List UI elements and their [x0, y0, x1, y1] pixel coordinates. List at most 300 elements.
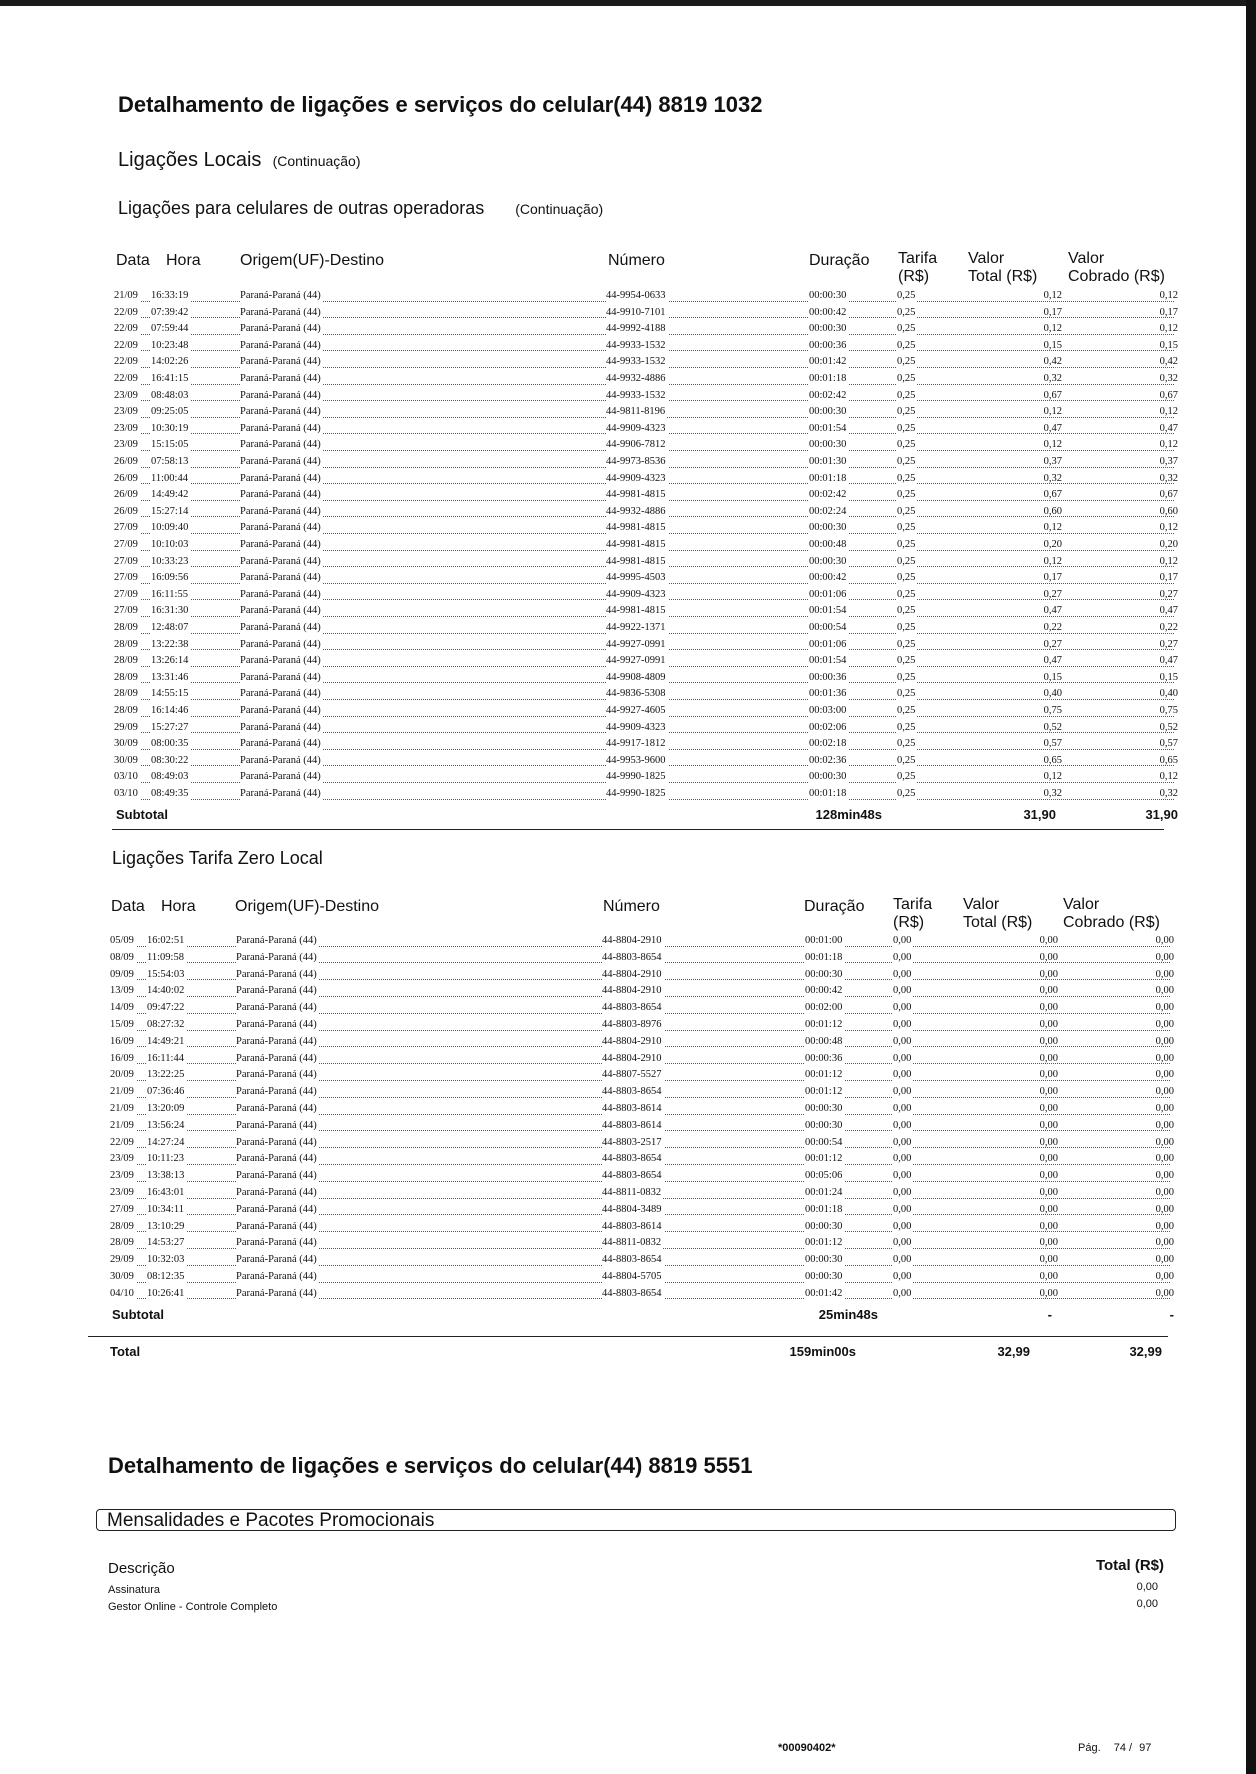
scan-top-edge	[0, 0, 1256, 6]
cell-total-value: 0,00	[1039, 1170, 1058, 1182]
cell-number: 44-8811-0832	[602, 1185, 663, 1202]
table-row	[110, 933, 1174, 950]
grand-total-value: 32,99	[997, 1344, 1030, 1359]
cell-tariff: 0,25	[897, 736, 917, 753]
cell-duration: 00:01:24	[805, 1185, 844, 1202]
cell-date: 28/09	[114, 620, 140, 637]
cell-duration: 00:00:42	[805, 983, 844, 1000]
col-header-duration: Duração	[809, 252, 870, 269]
scan-right-edge	[1246, 0, 1256, 1774]
cell-charged-value: 0,00	[1155, 1019, 1174, 1030]
cell-number: 44-8803-2517	[602, 1135, 664, 1152]
cell-number: 44-8803-8614	[602, 1219, 664, 1236]
cell-total-value: 0,00	[1039, 1153, 1058, 1165]
cell-charged-value: 0,00	[1155, 1086, 1174, 1098]
table-row	[110, 1286, 1174, 1303]
table-row	[110, 1084, 1174, 1101]
cell-charged-value: 0,00	[1155, 1287, 1174, 1299]
cell-total-value: 0,00	[1039, 985, 1058, 997]
cell-tariff: 0,25	[897, 769, 917, 786]
cell-duration: 00:00:30	[805, 1101, 844, 1118]
cell-number: 44-9990-1825	[606, 786, 668, 803]
cell-total-value: 0,00	[1039, 1254, 1058, 1266]
cell-time: 10:26:41	[147, 1286, 186, 1303]
cell-total-value: 0,32	[1043, 373, 1062, 384]
cell-time: 08:27:32	[147, 1017, 186, 1034]
cell-duration: 00:00:30	[805, 1252, 844, 1269]
cell-origin: Paraná-Paraná (44)	[240, 686, 323, 703]
cell-date: 26/09	[114, 487, 140, 504]
cell-number: 44-8804-2910	[602, 1051, 664, 1068]
cell-duration: 00:00:42	[809, 305, 848, 322]
cell-origin: Paraná-Paraná (44)	[236, 1000, 319, 1017]
cell-duration: 00:00:30	[809, 404, 848, 421]
cell-date: 28/09	[114, 637, 140, 654]
cell-tariff: 0,00	[893, 1084, 913, 1101]
cell-charged-value: 0,52	[1159, 721, 1178, 733]
table-row	[110, 983, 1174, 1000]
cell-tariff: 0,25	[897, 554, 917, 571]
cell-time: 13:10:29	[147, 1219, 186, 1236]
cell-number: 44-8803-8654	[602, 950, 664, 967]
cell-duration: 00:01:30	[809, 454, 848, 471]
cell-total-value: 0,57	[1043, 738, 1062, 750]
cell-total-value: 0,12	[1043, 522, 1062, 534]
cell-origin: Paraná-Paraná (44)	[240, 637, 323, 654]
cell-total-value: 0,47	[1043, 655, 1062, 667]
cell-time: 08:12:35	[147, 1269, 186, 1286]
cell-tariff: 0,00	[893, 967, 913, 984]
col-header-total-value-line2: Total (R$)	[963, 914, 1033, 931]
cell-tariff: 0,25	[897, 620, 917, 637]
subsection-continuation-note: (Continuação)	[515, 201, 604, 217]
cell-origin: Paraná-Paraná (44)	[236, 1202, 319, 1219]
cell-charged-value: 0,47	[1159, 422, 1178, 434]
col-header-charged-value-line2: Cobrado (R$)	[1068, 268, 1165, 285]
cell-charged-value: 0,22	[1159, 622, 1178, 633]
table-row	[114, 371, 1178, 388]
cell-duration: 00:05:06	[805, 1168, 844, 1185]
cell-tariff: 0,00	[893, 1269, 913, 1286]
cell-total-value: 0,00	[1039, 1287, 1058, 1299]
cell-time: 16:14:46	[151, 703, 190, 720]
cell-tariff: 0,00	[893, 1034, 913, 1051]
cell-charged-value: 0,00	[1155, 985, 1174, 997]
cell-origin: Paraná-Paraná (44)	[240, 753, 323, 770]
cell-origin: Paraná-Paraná (44)	[240, 786, 323, 803]
cell-date: 28/09	[114, 653, 140, 670]
cell-date: 23/09	[110, 1151, 136, 1168]
cell-origin: Paraná-Paraná (44)	[240, 454, 323, 471]
cell-date: 14/09	[110, 1000, 136, 1017]
table-row	[114, 769, 1178, 786]
cell-date: 22/09	[114, 321, 140, 338]
table-row	[114, 570, 1178, 587]
cell-charged-value: 0,47	[1159, 655, 1178, 667]
cell-tariff: 0,00	[893, 1151, 913, 1168]
cell-time: 08:49:03	[151, 769, 190, 786]
cell-date: 27/09	[114, 587, 140, 604]
cell-duration: 00:01:18	[805, 1202, 844, 1219]
cell-number: 44-8804-5705	[602, 1269, 664, 1286]
cell-duration: 00:01:54	[809, 653, 848, 670]
table-row	[114, 421, 1178, 438]
cell-charged-value: 0,32	[1159, 373, 1178, 384]
page-label: Pág.	[1078, 1742, 1101, 1754]
footer-document-code: *00090402*	[778, 1742, 836, 1754]
cell-time: 13:56:24	[147, 1118, 186, 1135]
cell-date: 28/09	[110, 1235, 136, 1252]
cell-charged-value: 0,00	[1155, 1187, 1174, 1198]
cell-date: 08/09	[110, 950, 136, 967]
cell-date: 16/09	[110, 1051, 136, 1068]
cell-date: 28/09	[114, 670, 140, 687]
cell-number: 44-9932-4886	[606, 504, 668, 521]
cell-number: 44-9909-4323	[606, 421, 668, 438]
cell-charged-value: 0,00	[1155, 951, 1174, 963]
cell-total-value: 0,00	[1039, 935, 1058, 946]
col-header-tariff	[898, 250, 937, 286]
cell-origin: Paraná-Paraná (44)	[236, 1034, 319, 1051]
cell-time: 16:33:19	[151, 288, 190, 305]
col-header-total-value-line1: Valor	[963, 896, 1000, 913]
cell-charged-value: 0,12	[1159, 406, 1178, 418]
cell-number: 44-9992-4188	[606, 321, 668, 338]
cell-number: 44-9932-4886	[606, 371, 668, 388]
cell-charged-value: 0,37	[1159, 456, 1178, 467]
cell-time: 13:26:14	[151, 653, 190, 670]
cell-charged-value: 0,32	[1159, 472, 1178, 484]
cell-total-value: 0,00	[1039, 1203, 1058, 1215]
cell-tariff: 0,00	[893, 1017, 913, 1034]
cell-charged-value: 0,00	[1155, 1119, 1174, 1131]
cell-time: 16:41:15	[151, 371, 190, 388]
cell-origin: Paraná-Paraná (44)	[236, 1168, 319, 1185]
cell-time: 08:48:03	[151, 388, 190, 405]
cell-charged-value: 0,00	[1155, 1035, 1174, 1047]
cell-total-value: 0,17	[1043, 572, 1062, 584]
cell-origin: Paraná-Paraná (44)	[240, 520, 323, 537]
col-header-charged-value-line2: Cobrado (R$)	[1063, 914, 1160, 931]
cell-duration: 00:00:36	[809, 670, 848, 687]
cell-time: 11:09:58	[147, 950, 186, 967]
cell-total-value: 0,17	[1043, 306, 1062, 318]
cell-total-value: 0,47	[1043, 605, 1062, 617]
col-header-total-value	[963, 896, 1032, 932]
cell-time: 08:00:35	[151, 736, 190, 753]
col-header-charged-value	[1068, 250, 1165, 286]
cell-number: 44-8803-8654	[602, 1252, 664, 1269]
cell-origin: Paraná-Paraná (44)	[236, 950, 319, 967]
cell-origin: Paraná-Paraná (44)	[240, 603, 323, 620]
cell-duration: 00:01:18	[809, 786, 848, 803]
table-row	[114, 653, 1178, 670]
col-header-charged-value-line1: Valor	[1063, 896, 1100, 913]
mensalidade-item-desc: Assinatura	[108, 1584, 160, 1596]
cell-duration: 00:01:42	[809, 354, 848, 371]
cell-date: 21/09	[114, 288, 140, 305]
cell-total-value: 0,65	[1043, 754, 1062, 766]
cell-charged-value: 0,00	[1155, 935, 1174, 946]
cell-origin: Paraná-Paraná (44)	[240, 703, 323, 720]
table-row	[114, 603, 1178, 620]
cell-origin: Paraná-Paraná (44)	[240, 388, 323, 405]
subtotal-duration: 25min48s	[818, 1306, 878, 1322]
cell-total-value: 0,00	[1039, 1052, 1058, 1064]
cell-date: 15/09	[110, 1017, 136, 1034]
cell-origin: Paraná-Paraná (44)	[236, 1084, 319, 1101]
cell-origin: Paraná-Paraná (44)	[240, 471, 323, 488]
cell-time: 11:00:44	[151, 471, 190, 488]
col-header-time: Hora	[166, 252, 201, 269]
cell-number: 44-9836-5308	[606, 686, 668, 703]
cell-tariff: 0,25	[897, 637, 917, 654]
cell-total-value: 0,00	[1039, 1220, 1058, 1232]
cell-total-value: 0,52	[1043, 721, 1062, 733]
cell-duration: 00:00:36	[809, 338, 848, 355]
mensalidade-item-desc: Gestor Online - Controle Completo	[108, 1601, 278, 1613]
cell-date: 16/09	[110, 1034, 136, 1051]
cell-total-value: 0,32	[1043, 788, 1062, 799]
cell-number: 44-9933-1532	[606, 354, 668, 371]
cell-time: 13:22:38	[151, 637, 190, 654]
cell-number: 44-8803-8654	[602, 1000, 664, 1017]
cell-date: 21/09	[110, 1084, 136, 1101]
cell-date: 23/09	[114, 404, 140, 421]
cell-duration: 00:01:42	[805, 1286, 844, 1303]
subtotal-label: Subtotal	[116, 806, 168, 822]
cell-origin: Paraná-Paraná (44)	[240, 354, 323, 371]
table-row	[110, 1017, 1174, 1034]
cell-origin: Paraná-Paraná (44)	[236, 1286, 319, 1303]
cell-tariff: 0,00	[893, 983, 913, 1000]
cell-total-value: 0,67	[1043, 489, 1062, 501]
cell-tariff: 0,00	[893, 933, 913, 950]
cell-time: 08:49:35	[151, 786, 190, 803]
cell-charged-value: 0,12	[1159, 555, 1178, 567]
cell-date: 28/09	[110, 1219, 136, 1236]
cell-time: 12:48:07	[151, 620, 190, 637]
table-row	[114, 487, 1178, 504]
cell-time: 07:39:42	[151, 305, 190, 322]
cell-total-value: 0,60	[1043, 505, 1062, 517]
cell-duration: 00:00:42	[809, 570, 848, 587]
cell-origin: Paraná-Paraná (44)	[240, 769, 323, 786]
cell-tariff: 0,25	[897, 404, 917, 421]
cell-duration: 00:00:54	[805, 1135, 844, 1152]
cell-charged-value: 0,12	[1159, 323, 1178, 335]
subtotal-charged: 31,90	[1145, 806, 1178, 822]
cell-duration: 00:00:30	[809, 520, 848, 537]
cell-number: 44-8804-2910	[602, 983, 664, 1000]
table-row	[114, 786, 1178, 803]
cell-duration: 00:01:54	[809, 421, 848, 438]
col-header-charged-value-line1: Valor	[1068, 250, 1105, 267]
col-header-tariff-line1: Tarifa	[898, 250, 938, 267]
cell-tariff: 0,00	[893, 1286, 913, 1303]
cell-number: 44-9909-4323	[606, 720, 668, 737]
cell-origin: Paraná-Paraná (44)	[240, 371, 323, 388]
cell-time: 16:31:30	[151, 603, 190, 620]
cell-charged-value: 0,20	[1159, 539, 1178, 550]
cell-total-value: 0,20	[1043, 539, 1062, 550]
cell-tariff: 0,25	[897, 653, 917, 670]
cell-number: 44-8804-2910	[602, 1034, 664, 1051]
cell-total-value: 0,12	[1043, 439, 1062, 451]
cell-time: 15:27:14	[151, 504, 190, 521]
cell-tariff: 0,25	[897, 421, 917, 438]
table-row	[110, 1101, 1174, 1118]
cell-date: 22/09	[114, 354, 140, 371]
phone-detail-header: Detalhamento de ligações e serviços do celular(44) 8819 1032	[118, 92, 763, 117]
cell-date: 29/09	[110, 1252, 136, 1269]
cell-tariff: 0,00	[893, 1051, 913, 1068]
cell-time: 07:59:44	[151, 321, 190, 338]
table-row	[114, 338, 1178, 355]
cell-duration: 00:00:30	[805, 1219, 844, 1236]
cell-total-value: 0,12	[1043, 771, 1062, 783]
cell-number: 44-8803-8614	[602, 1101, 664, 1118]
cell-tariff: 0,25	[897, 570, 917, 587]
cell-charged-value: 0,65	[1159, 754, 1178, 766]
cell-origin: Paraná-Paraná (44)	[240, 570, 323, 587]
cell-total-value: 0,75	[1043, 705, 1062, 716]
cell-tariff: 0,25	[897, 454, 917, 471]
cell-date: 28/09	[114, 686, 140, 703]
table-row	[114, 305, 1178, 322]
cell-date: 03/10	[114, 786, 140, 803]
cell-date: 23/09	[110, 1185, 136, 1202]
cell-total-value: 0,37	[1043, 456, 1062, 467]
cell-total-value: 0,27	[1043, 638, 1062, 650]
cell-number: 44-9981-4815	[606, 487, 668, 504]
col-header-origin: Origem(UF)-Destino	[235, 898, 380, 915]
table-row	[110, 1034, 1174, 1051]
cell-charged-value: 0,00	[1155, 1170, 1174, 1182]
cell-duration: 00:02:36	[809, 753, 848, 770]
cell-time: 15:27:27	[151, 720, 190, 737]
cell-date: 22/09	[110, 1135, 136, 1152]
table-row	[110, 1269, 1174, 1286]
cell-number: 44-8804-2910	[602, 933, 664, 950]
col-header-duration: Duração	[804, 898, 865, 915]
cell-duration: 00:01:18	[805, 950, 844, 967]
mensalidades-section-box: Mensalidades e Pacotes Promocionais	[96, 1509, 1176, 1531]
cell-number: 44-8811-0832	[602, 1235, 663, 1252]
cell-tariff: 0,25	[897, 388, 917, 405]
table-row	[110, 1067, 1174, 1084]
cell-date: 23/09	[114, 421, 140, 438]
cell-time: 14:02:26	[151, 354, 190, 371]
col-header-origin: Origem(UF)-Destino	[240, 252, 385, 269]
cell-origin: Paraná-Paraná (44)	[236, 1252, 319, 1269]
cell-origin: Paraná-Paraná (44)	[240, 404, 323, 421]
table-row	[110, 1219, 1174, 1236]
col-header-total-value-line1: Valor	[968, 250, 1005, 267]
cell-number: 44-9922-1371	[606, 620, 668, 637]
cell-time: 16:09:56	[151, 570, 190, 587]
cell-duration: 00:00:30	[809, 769, 848, 786]
cell-total-value: 0,00	[1039, 1103, 1058, 1114]
section-title-local-calls	[118, 149, 361, 172]
cell-charged-value: 0,12	[1159, 439, 1178, 451]
cell-origin: Paraná-Paraná (44)	[236, 1118, 319, 1135]
cell-origin: Paraná-Paraná (44)	[240, 720, 323, 737]
cell-origin: Paraná-Paraná (44)	[240, 288, 323, 305]
cell-duration: 00:02:06	[809, 720, 848, 737]
cell-charged-value: 0,12	[1159, 290, 1178, 301]
table-row	[114, 288, 1178, 305]
col-header-total-value	[968, 250, 1037, 286]
cell-origin: Paraná-Paraná (44)	[240, 305, 323, 322]
col-header-number: Número	[608, 252, 665, 269]
cell-total-value: 0,22	[1043, 622, 1062, 633]
subtotal-charged: -	[1169, 1306, 1174, 1322]
cell-total-value: 0,15	[1043, 339, 1062, 351]
cell-time: 10:23:48	[151, 338, 190, 355]
cell-tariff: 0,00	[893, 1219, 913, 1236]
grand-total-charged: 32,99	[1129, 1344, 1162, 1359]
table-row	[114, 504, 1178, 521]
cell-charged-value: 0,15	[1159, 671, 1178, 683]
cell-origin: Paraná-Paraná (44)	[236, 1269, 319, 1286]
mensalidade-item-value: 0,00	[1136, 1598, 1158, 1610]
cell-date: 27/09	[110, 1202, 136, 1219]
cell-time: 09:47:22	[147, 1000, 186, 1017]
cell-origin: Paraná-Paraná (44)	[240, 620, 323, 637]
table-row	[114, 637, 1178, 654]
cell-origin: Paraná-Paraná (44)	[240, 537, 323, 554]
cell-charged-value: 0,75	[1159, 705, 1178, 716]
cell-tariff: 0,25	[897, 354, 917, 371]
cell-total-value: 0,12	[1043, 406, 1062, 418]
cell-time: 10:11:23	[147, 1151, 186, 1168]
col-header-tariff	[893, 896, 932, 932]
table-row	[114, 554, 1178, 571]
cell-origin: Paraná-Paraná (44)	[240, 670, 323, 687]
cell-duration: 00:01:12	[805, 1084, 844, 1101]
subtotal-duration: 128min48s	[815, 806, 882, 822]
table-row	[114, 720, 1178, 737]
cell-origin: Paraná-Paraná (44)	[240, 587, 323, 604]
mensalidades-col-total: Total (R$)	[1095, 1557, 1164, 1574]
cell-origin: Paraná-Paraná (44)	[236, 933, 319, 950]
cell-total-value: 0,00	[1039, 1187, 1058, 1198]
table-row	[114, 437, 1178, 454]
cell-date: 27/09	[114, 554, 140, 571]
cell-tariff: 0,00	[893, 1185, 913, 1202]
section-title-text: Ligações Locais	[118, 149, 262, 171]
subsection-title-other-operators	[118, 198, 603, 219]
cell-tariff: 0,00	[893, 1235, 913, 1252]
cell-origin: Paraná-Paraná (44)	[236, 983, 319, 1000]
cell-total-value: 0,12	[1043, 290, 1062, 301]
table-row	[110, 1051, 1174, 1068]
cell-duration: 00:01:18	[809, 371, 848, 388]
cell-number: 44-9990-1825	[606, 769, 668, 786]
cell-charged-value: 0,00	[1155, 1153, 1174, 1165]
cell-date: 22/09	[114, 371, 140, 388]
cell-charged-value: 0,40	[1159, 688, 1178, 700]
cell-date: 26/09	[114, 504, 140, 521]
cell-tariff: 0,25	[897, 305, 917, 322]
cell-duration: 00:00:54	[809, 620, 848, 637]
cell-tariff: 0,00	[893, 1252, 913, 1269]
col-header-charged-value	[1063, 896, 1160, 932]
cell-number: 44-8804-2910	[602, 967, 664, 984]
subtotal-label: Subtotal	[112, 1306, 164, 1322]
col-header-date: Data	[116, 252, 150, 269]
